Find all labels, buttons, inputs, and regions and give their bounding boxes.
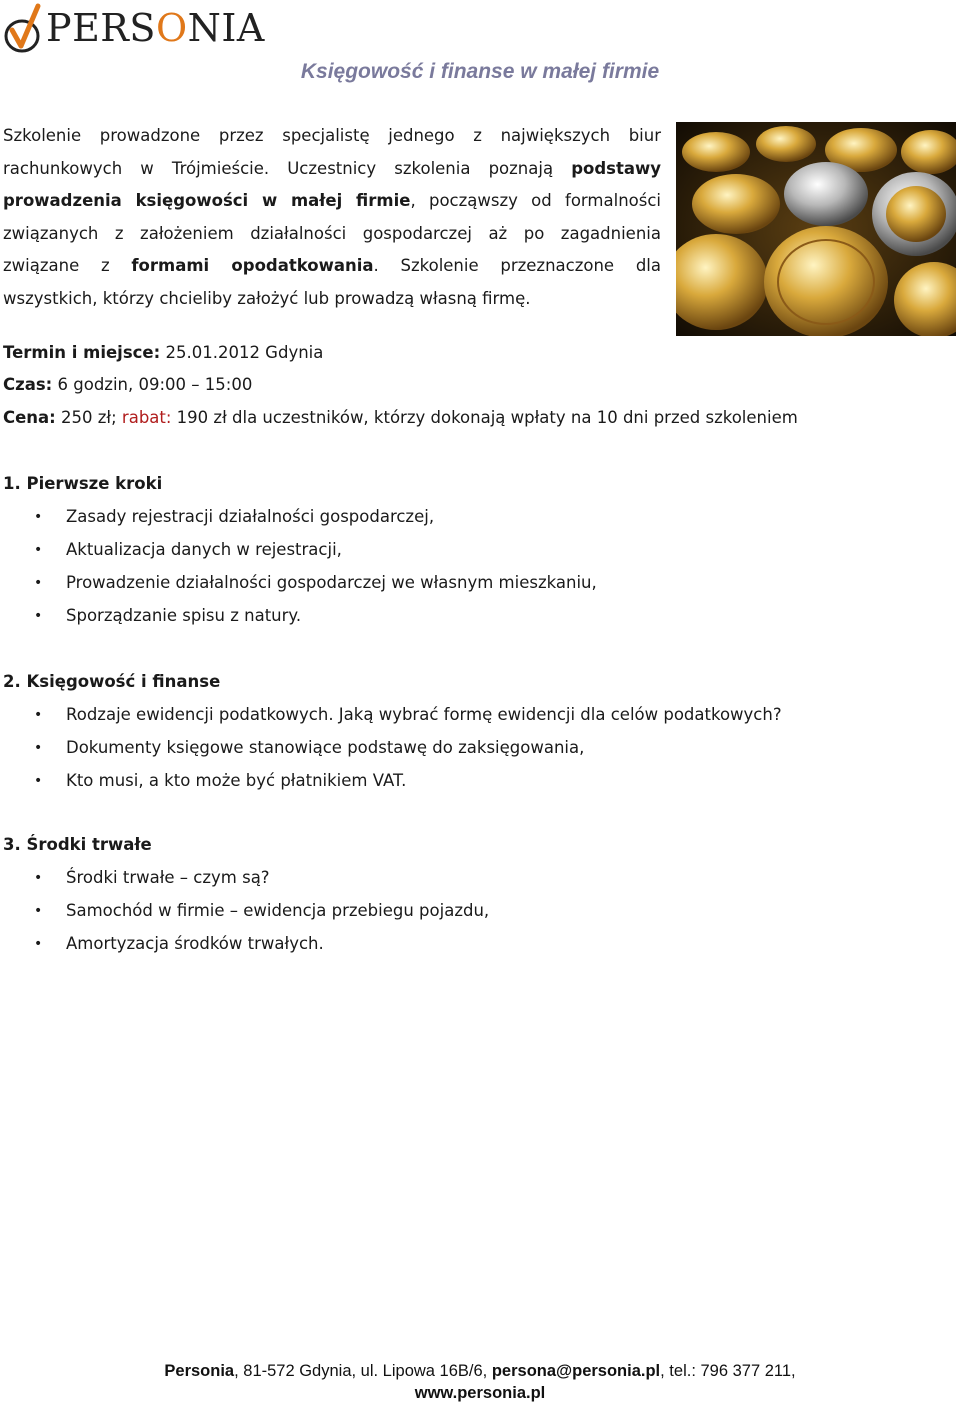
bullet-icon: • [34, 575, 43, 591]
document-title: Księgowość i finanse w małej firmie [300, 60, 660, 83]
section-heading: 1. Pierwsze kroki [3, 474, 163, 493]
list-item: • Sporządzanie spisu z natury. [0, 604, 597, 637]
bullet-icon: • [34, 870, 43, 886]
persona-logo [2, 2, 265, 54]
logo-mark-icon [2, 2, 46, 54]
logo-wordmark: PERSONIA [46, 6, 265, 50]
list-item: • Aktualizacja danych w rejestracji, [0, 538, 597, 571]
czas-line: Czas: 6 godzin, 09:00 – 15:00 [3, 375, 253, 394]
list-item: • Amortyzacja środków trwałych. [0, 932, 489, 965]
bullet-icon: • [34, 936, 43, 952]
bullet-icon: • [34, 542, 43, 558]
footer-company: Personia [164, 1362, 235, 1380]
list-item: • Rodzaje ewidencji podatkowych. Jaką wybrać formę ewidencji dla celów podatkowych? [0, 703, 782, 736]
list-item: • Zasady rejestracji działalności gospodarczej, [0, 505, 597, 538]
section-list [0, 703, 782, 802]
bullet-icon: • [34, 509, 43, 525]
list-item: • Dokumenty księgowe stanowiące podstawę do zaksięgowania, [0, 736, 782, 769]
section-heading: 2. Księgowość i finanse [3, 672, 221, 691]
bullet-icon: • [34, 707, 43, 723]
footer-email-link[interactable]: persona@personia.pl [491, 1362, 661, 1380]
bullet-icon: • [34, 740, 43, 756]
bullet-icon: • [34, 773, 43, 789]
termin-line: Termin i miejsce: 25.01.2012 Gdynia [3, 343, 324, 362]
list-item: • Samochód w firmie – ewidencja przebiegu pojazdu, [0, 899, 489, 932]
section-list [0, 866, 489, 965]
section-list [0, 505, 597, 637]
bullet-icon: • [34, 608, 43, 624]
list-item: • Prowadzenie działalności gospodarczej we własnym mieszkaniu, [0, 571, 597, 604]
footer-contact: Personia, 81-572 Gdynia, ul. Lipowa 16B/6, persona@personia.pl, tel.: 796 377 211, www.personia.pl [164, 1362, 796, 1402]
footer-website-link[interactable]: www.personia.pl [414, 1384, 546, 1402]
intro-paragraph: Szkolenie prowadzone przez specjalistę jednego z największych biur rachunkowych w Trójmieście. Uczestnicy szkolenia poznają podstawy prowadzenia księgowości w małej firmie, począwszy od formalności związanych z założeniem działalności gospodarczej aż po zagadnienia związane z formami opodatkowania. Szkolenie przeznaczone dla wszystkich, którzy chcieliby założyć lub prowadzą własną firmę. [3, 126, 661, 308]
cena-line: Cena: 250 zł; rabat: 190 zł dla uczestników, którzy dokonają wpłaty na 10 dni przed szkoleniem [3, 408, 798, 427]
list-item: • Kto musi, a kto może być płatnikiem VAT. [0, 769, 782, 802]
bullet-icon: • [34, 903, 43, 919]
gold-coins-photo [676, 122, 956, 336]
list-item: • Środki trwałe – czym są? [0, 866, 489, 899]
section-heading: 3. Środki trwałe [3, 835, 152, 854]
